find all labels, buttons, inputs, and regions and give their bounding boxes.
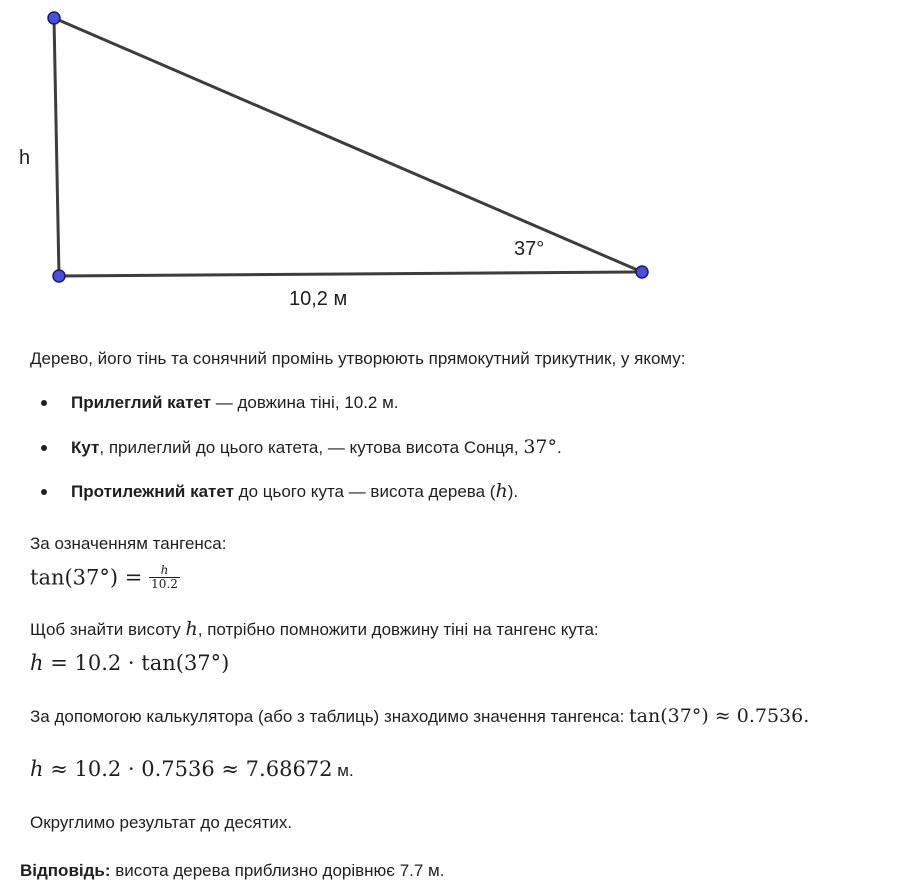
bullet-dot xyxy=(41,489,47,495)
bullet-adjacent-leg xyxy=(71,392,399,414)
fraction-numerator: h xyxy=(149,564,180,578)
result-var: h xyxy=(30,757,44,781)
angle-vertex-point xyxy=(636,266,648,278)
bullet-text: до цього кута — висота дерева ( xyxy=(233,482,496,501)
bullet-tail: ). xyxy=(507,482,519,501)
bullet-bold: Кут xyxy=(71,438,100,457)
right-angle-vertex-point xyxy=(53,270,65,282)
answer-text: висота дерева приблизно дорівнює 7.7 м. xyxy=(110,861,445,880)
bullet-opposite-leg xyxy=(71,480,518,503)
bullet-math: h xyxy=(495,480,508,502)
calculator-text: За допомогою калькулятора (або з таблиць) знаходимо значення тангенса: xyxy=(30,707,630,726)
bullet-dot xyxy=(41,445,47,451)
bullet-bold: Прилеглий катет xyxy=(71,393,212,412)
calculator-line xyxy=(30,705,809,728)
triangle-diagram xyxy=(0,0,916,330)
height-label: h xyxy=(19,147,31,169)
find-height-text-end: , потрібно помножити довжину тіні на тангенс кута: xyxy=(197,620,599,639)
intro-text: Дерево, його тінь та сонячний промінь утворюють прямокутний трикутник, у якому: xyxy=(30,349,686,368)
tangent-definition-formula xyxy=(30,562,180,593)
find-height-text: Щоб знайти висоту xyxy=(30,620,186,639)
tangent-lhs: tan(37°) = xyxy=(30,565,143,590)
find-height-var: h xyxy=(185,618,198,640)
answer-label: Відповідь: xyxy=(20,861,111,880)
bullet-angle xyxy=(71,436,562,459)
calculator-math: tan(37°) ≈ 0.7536. xyxy=(629,705,810,727)
top-vertex-point xyxy=(48,12,60,24)
height-formula xyxy=(30,650,229,678)
result-math: ≈ 10.2 · 0.7536 ≈ 7.68672 xyxy=(43,757,333,781)
base-label: 10,2 м xyxy=(289,288,348,310)
answer-line xyxy=(20,860,444,882)
bullet-bold: Протилежний катет xyxy=(71,482,234,501)
formula-var: h xyxy=(30,651,44,675)
find-height-label xyxy=(30,618,599,641)
base-side xyxy=(59,272,642,276)
tangent-fraction xyxy=(149,564,180,591)
angle-label: 37° xyxy=(514,238,545,260)
bullet-text: — довжина тіні, 10.2 м. xyxy=(211,393,399,412)
bullet-text: , прилеглий до цього катета, — кутова висота Сонця, xyxy=(99,438,524,457)
formula-rest: = 10.2 · tan(37°) xyxy=(43,651,230,675)
bullet-dot xyxy=(41,400,47,406)
result-unit: м. xyxy=(332,761,354,780)
bullet-tail: . xyxy=(557,438,562,457)
bullet-math: 37° xyxy=(523,436,558,458)
fraction-denominator: 10.2 xyxy=(151,577,178,592)
rounding-text: Округлимо результат до десятих. xyxy=(30,813,293,832)
hypotenuse-side xyxy=(54,18,642,272)
tangent-definition-label: За означенням тангенса: xyxy=(30,534,227,553)
result-line xyxy=(30,756,354,784)
height-side xyxy=(54,18,59,276)
